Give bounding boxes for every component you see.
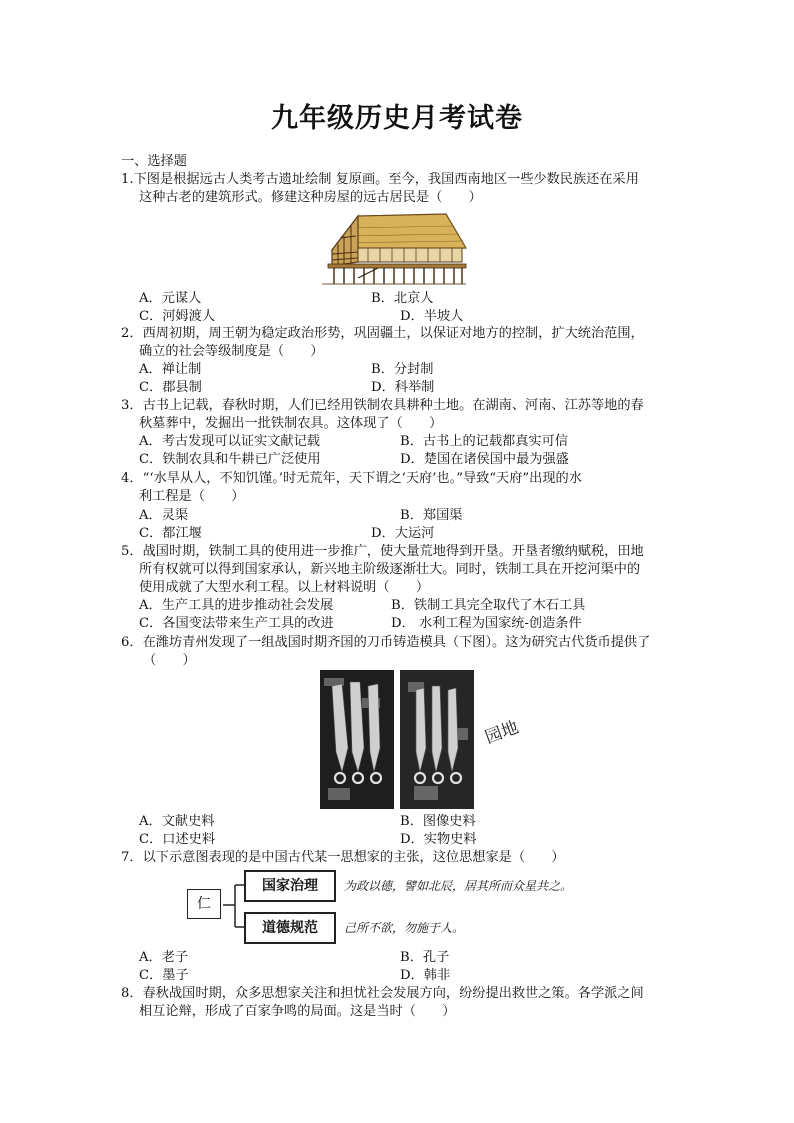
question-5-line-2: 所有权就可以得到国家承认，新兴地主阶级逐渐壮大。同时，铁制工具在开挖河渠中的 xyxy=(139,562,641,577)
q6-option-a: A．文献史料 xyxy=(139,814,215,829)
q7-option-a: A．老子 xyxy=(139,950,189,965)
q6-option-d: D．实物史料 xyxy=(400,832,477,847)
page-title: 九年级历史月考试卷 xyxy=(271,103,523,134)
question-8-line-1: 8．春秋战国时期，众多思想家关注和担忧社会发展方向，纷纷提出救世之策。各学派之间 xyxy=(121,986,644,1001)
q1-option-b: B．北京人 xyxy=(371,291,434,306)
q6-option-c: C．口述史料 xyxy=(139,832,216,847)
q2-option-a: A．禅让制 xyxy=(139,362,202,377)
q3-option-a: A．考古发现可以证实文献记载 xyxy=(139,434,320,449)
question-2-line-1: 2．西周初期，周王朝为稳定政治形势，巩固疆土，以保证对地方的控制，扩大统治范围， xyxy=(121,326,644,341)
q2-option-c: C．郡县制 xyxy=(139,380,202,395)
q1-option-a: A．元谋人 xyxy=(139,291,202,306)
question-4-line-1: 4．“‘水旱从人，不知饥馑。’时无荒年，天下谓之‘天府’也。”导致“天府”出现的水 xyxy=(121,471,582,486)
question-6-line-1: 6．在潍坊青州发现了一组战国时期齐国的刀币铸造模具（下图）。这为研究古代货币提供了 xyxy=(121,635,651,650)
q4-option-d: D．大运河 xyxy=(371,526,435,541)
q1-option-c: C．河姆渡人 xyxy=(139,309,216,324)
knife-coin-mold-image xyxy=(318,668,478,811)
q5-option-b: B．铁制工具完全取代了木石工具 xyxy=(391,598,586,613)
question-3-line-1: 3．古书上记载，春秋时期，人们已经用铁制农具耕种土地。在湖南、河南、江苏等地的春 xyxy=(121,398,644,413)
question-5-line-3: 使用成就了大型水利工程。以上材料说明（ ） xyxy=(139,580,430,595)
diagram-center-box xyxy=(187,889,221,919)
q3-option-c: C．铁制农具和牛耕已广泛使用 xyxy=(139,452,321,467)
q4-option-b: B．郑国渠 xyxy=(400,508,463,523)
question-6-line-2: （ ） xyxy=(143,653,196,668)
diagram-quote-2: 己所不欲，勿施于人。 xyxy=(344,921,465,935)
diagram-center-label: 仁 xyxy=(197,896,211,912)
q1-option-d: D．半坡人 xyxy=(400,309,464,324)
q5-option-c: C．各国变法带来生产工具的改进 xyxy=(139,616,334,631)
section-heading: 一、选择题 xyxy=(121,154,187,169)
question-8-line-2: 相互论辩，形成了百家争鸣的局面。这是当时（ ） xyxy=(139,1004,456,1019)
diagram-branch-2-box xyxy=(244,912,336,944)
q2-option-b: B．分封制 xyxy=(371,362,434,377)
diagram-quote-1: 为政以德，譬如北辰，居其所而众星共之。 xyxy=(344,879,573,893)
question-1-line-1: 1.下图是根据远古人类考古遗址绘制 复原画。至今，我国西南地区一些少数民族还在采用 xyxy=(121,172,639,187)
q2-option-d: D．科举制 xyxy=(371,380,435,395)
diagram-branch-1-label: 国家治理 xyxy=(262,878,318,894)
question-3-line-2: 秋墓葬中，发掘出一批铁制农具。这体现了（ ） xyxy=(139,416,443,431)
question-4-line-2: 利工程是（ ） xyxy=(139,489,245,504)
watermark: 园地 xyxy=(482,717,522,749)
q7-option-c: C．墨子 xyxy=(139,968,189,983)
q4-option-a: A．灵渠 xyxy=(139,508,189,523)
diagram-branch-2-label: 道德规范 xyxy=(262,920,318,936)
q5-option-d: D． 水利工程为国家统-创造条件 xyxy=(391,616,582,631)
question-5-line-1: 5．战国时期，铁制工具的使用进一步推广，使大量荒地得到开垦。开垦者缴纳赋税，田地 xyxy=(121,544,644,559)
q5-option-a: A．生产工具的进步推动社会发展 xyxy=(139,598,334,613)
q7-option-d: D．韩非 xyxy=(400,968,451,983)
diagram-branch-1-box xyxy=(244,870,336,902)
q4-option-c: C．都江堰 xyxy=(139,526,202,541)
question-2-line-2: 确立的社会等级制度是（ ） xyxy=(139,344,324,359)
question-7-line-1: 7．以下示意图表现的是中国古代某一思想家的主张，这位思想家是（ ） xyxy=(121,850,565,865)
q3-option-d: D．楚国在诸侯国中最为强盛 xyxy=(400,452,569,467)
question-1-line-2: 这种古老的建筑形式。修建这种房屋的远古居民是（ ） xyxy=(139,190,482,205)
q6-option-b: B．图像史料 xyxy=(400,814,476,829)
stilt-house-image xyxy=(318,208,470,288)
q3-option-b: B．古书上的记载都真实可信 xyxy=(400,434,568,449)
q7-option-b: B．孔子 xyxy=(400,950,450,965)
